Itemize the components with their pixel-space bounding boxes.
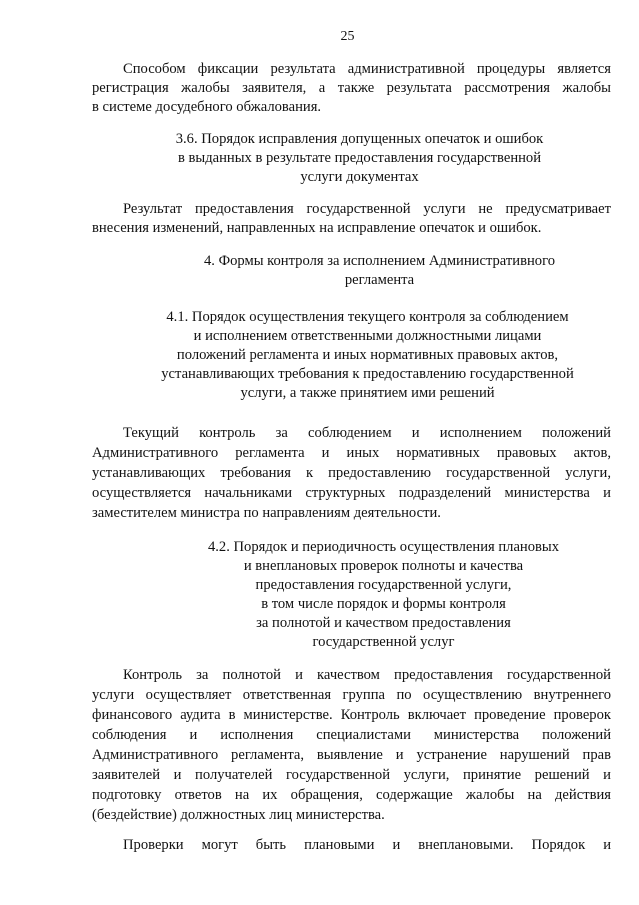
heading-line: государственной услуг (312, 634, 455, 650)
heading-line: в том числе порядок и формы контроля (261, 596, 506, 612)
heading-line: услуги документах (300, 169, 419, 185)
paragraph-line: подготовку ответов на их обращения, содержащие жалобы на действия (92, 787, 611, 803)
paragraph-line: регистрация жалобы заявителя, а также результата рассмотрения жалобы (92, 80, 611, 96)
page-number: 25 (340, 29, 355, 44)
heading-line: в выданных в результате предоставления государственной (177, 150, 542, 166)
paragraph-line: Текущий контроль за соблюдением и исполнением положений (123, 425, 611, 441)
paragraph-line: устанавливающих требования к предоставлению государственной услуги, (92, 465, 611, 481)
paragraph-line: Административного регламента, выявление и устранение нарушений прав (92, 747, 611, 763)
paragraph-line: заявителей и получателей государственной услуги, принятие решений и (92, 767, 611, 783)
heading-line: за полнотой и качеством предоставления (256, 615, 511, 631)
heading-line: и исполнением ответственными должностными лицами (193, 328, 542, 344)
heading-line: регламента (344, 272, 415, 288)
paragraph-line: Способом фиксации результата административной процедуры является (123, 61, 611, 77)
heading-line: предоставления государственной услуги, (255, 577, 512, 593)
paragraph-line: (бездействие) должностных лиц министерства. (92, 807, 385, 823)
heading-line: 4.2. Порядок и периодичность осуществления плановых (207, 539, 560, 555)
paragraph-line: внесения изменений, направленных на исправление опечаток и ошибок. (92, 220, 542, 236)
paragraph-line: Результат предоставления государственной услуги не предусматривает (123, 201, 611, 217)
paragraph-line: финансового аудита в министерстве. Контроль включает проведение проверок (92, 707, 611, 723)
heading-line: 3.6. Порядок исправления допущенных опечаток и ошибок (175, 131, 544, 147)
paragraph-line: Административного регламента и иных нормативных правовых актов, (92, 445, 611, 461)
heading-line: и внеплановых проверок полноты и качества (243, 558, 524, 574)
heading-line: 4.1. Порядок осуществления текущего контроля за соблюдением (166, 309, 569, 325)
heading-line: услуги, а также принятием ими решений (240, 385, 495, 401)
paragraph-line: Контроль за полнотой и качеством предоставления государственной (123, 667, 611, 683)
paragraph-line: услуги осуществляет ответственная группа по осуществлению внутреннего (92, 687, 611, 703)
paragraph-line: Проверки могут быть плановыми и внеплановыми. Порядок и (123, 837, 611, 853)
paragraph-line: в системе досудебного обжалования. (92, 99, 322, 115)
paragraph-line: заместителем министра по направлениям деятельности. (92, 505, 441, 521)
paragraph-line: соблюдения и исполнения специалистами министерства положений (92, 727, 611, 743)
heading-line: 4. Формы контроля за исполнением Административного (203, 253, 556, 269)
heading-line: положений регламента и иных нормативных правовых актов, (176, 347, 559, 363)
paragraph-line: осуществляется начальниками структурных подразделений министерства и (92, 485, 611, 501)
heading-line: устанавливающих требования к предоставлению государственной (161, 366, 574, 382)
